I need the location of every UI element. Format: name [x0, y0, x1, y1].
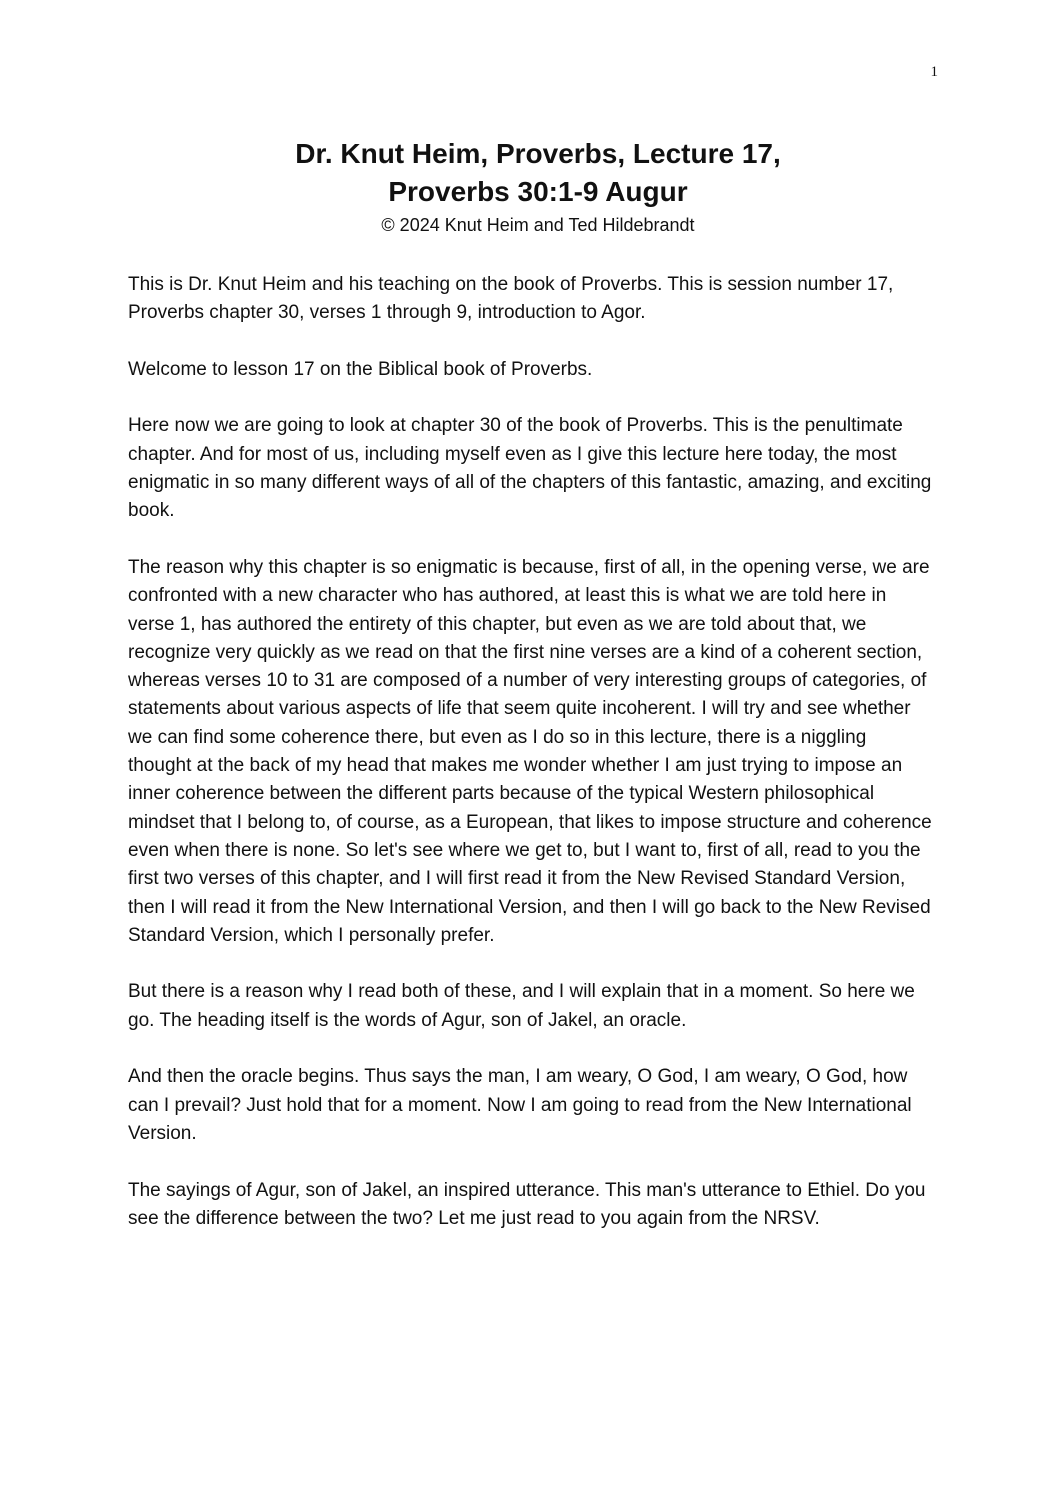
- document-title-line-2: Proverbs 30:1-9 Augur: [388, 176, 688, 207]
- paragraph: And then the oracle begins. Thus says the man, I am weary, O God, I am weary, O God, how can I prevail? Just hold that for a moment. Now I am going to read from the New International Version.: [128, 1066, 912, 1144]
- document-header: [100, 135, 976, 239]
- page-number: 1: [930, 64, 938, 80]
- paragraph: This is Dr. Knut Heim and his teaching on the book of Proverbs. This is session number 17, Proverbs chapter 30, verses 1 through 9, introduction to Agor.: [128, 274, 894, 324]
- paragraph: But there is a reason why I read both of these, and I will explain that in a moment. So here we go. The heading itself is the words of Agur, son of Jakel, an oracle.: [128, 981, 915, 1031]
- paragraph: Welcome to lesson 17 on the Biblical book of Proverbs.: [128, 358, 593, 380]
- document-body: [128, 271, 932, 1261]
- copyright-notice: © 2024 Knut Heim and Ted Hildebrandt: [381, 215, 695, 235]
- paragraph: Here now we are going to look at chapter 30 of the book of Proverbs. This is the penultimate chapter. And for most of us, including myself even as I give this lecture here today, the most enigmatic in so many different ways of all of the chapters of this fantastic, amazing, and exciting book.: [128, 415, 932, 522]
- paragraph: The reason why this chapter is so enigmatic is because, first of all, in the opening verse, we are confronted with a new character who has authored, at least this is what we are told here in verse 1, has authored the entirety of this chapter, but even as we are told about that, we recognize very quickly as we read on that the first nine verses are a kind of a coherent section, whereas verses 10 to 31 are composed of a number of very interesting groups of categories, of statements about various aspects of life that seem quite incoherent. I will try and see whether we can find some coherence there, but even as I do so in this lecture, there is a niggling thought at the back of my head that makes me wonder whether I am just trying to impose an inner coherence between the different parts because of the typical Western philosophical mindset that I belong to, of course, as a European, that likes to impose structure and coherence even when there is none. So let's see where we get to, but I want to, first of all, read to you the first two verses of this chapter, and I will first read it from the New Revised Standard Version, then I will read it from the New International Version, and then I will go back to the New Revised Standard Version, which I personally prefer.: [128, 556, 932, 946]
- document-title-line-1: Dr. Knut Heim, Proverbs, Lecture 17,: [295, 138, 781, 169]
- paragraph: The sayings of Agur, son of Jakel, an inspired utterance. This man's utterance to Ethiel. Do you see the difference between the two? Let me just read to you again from the NRSV.: [128, 1179, 926, 1229]
